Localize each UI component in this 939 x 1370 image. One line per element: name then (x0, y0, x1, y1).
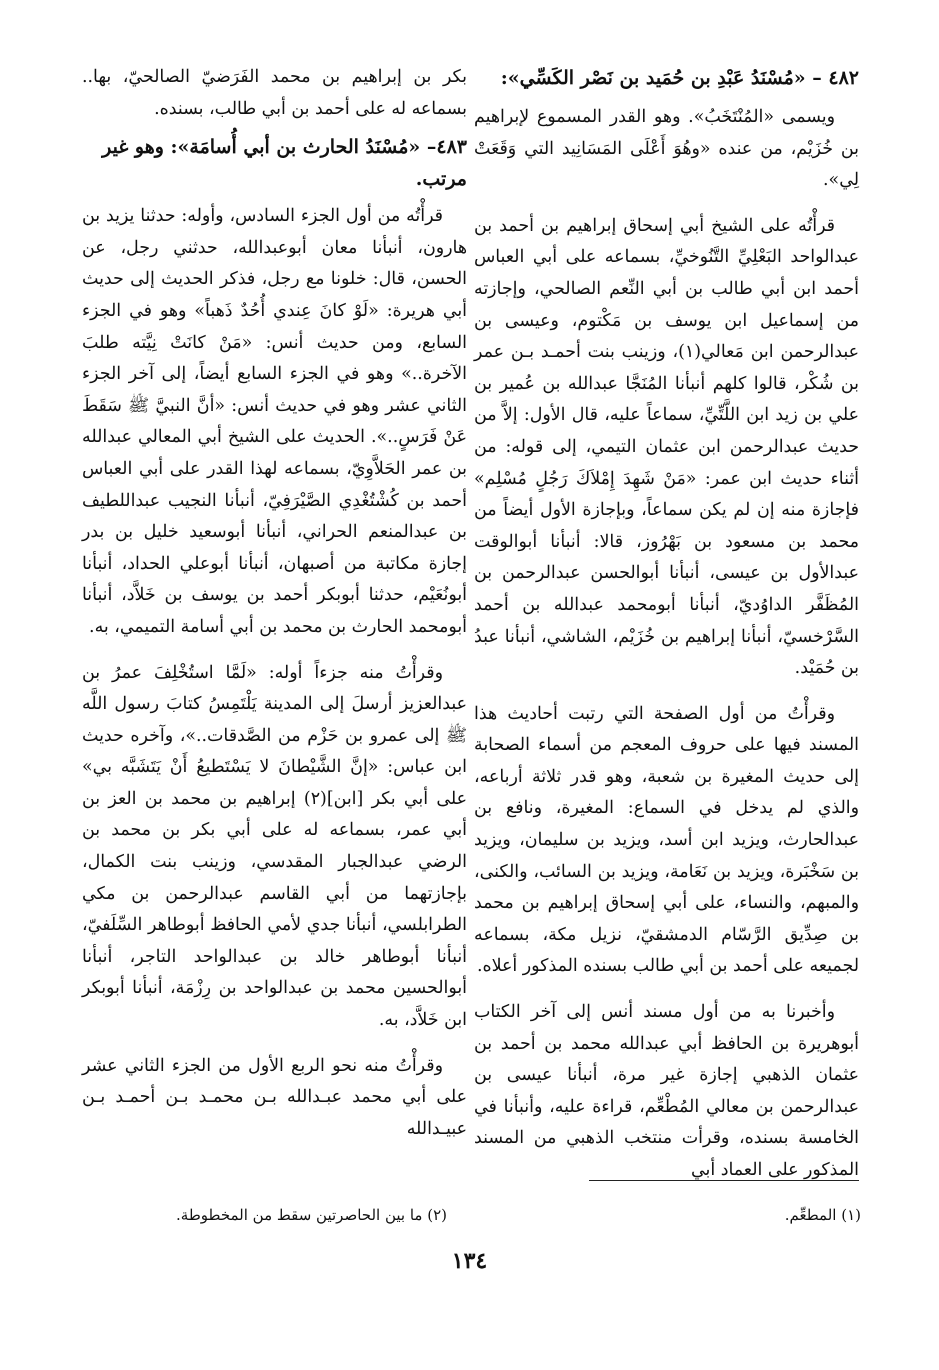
footnote-1: (١) المطعِّم. (784, 1206, 861, 1224)
right-column (474, 62, 859, 1187)
page-number: ١٣٤ (451, 1248, 488, 1274)
paragraph: قرأْتُه من أول الجزء السادس، وأوله: حدثنا يزيد بن هارون، أنبأنا معان أبوعبدالله، حدثني رجل، عن الحسن، قال: خلونا مع رجل، فذكر الحديث إلى حديث أبي هريرة: «لَوْ كانَ عِندي أُحُدٌ ذَهباً» وهو في الجزء السابع، ومن حديث أنس: «مَنْ كانَتْ نِيَّته طلبَ الآخرة..» وهو في الجزء السابع أيضاً، إلى آخر الجزء الثاني عشر وهو في حديث أنس: «أنَّ النبيَّ ﷺ سَقَطَ عَنْ فَرَسٍ..». الحديث على الشيخ أبي المعالي عبدالله بن عمر الحَلاَّوِيّ، بسماعه لهذا القدر على أبي العباس أحمد بن كُشْتُغْدِي الصَّيْرَفِيّ، أنبأنا النجيب عبداللطيف بن عبدالمنعم الحراني، أنبأنا أبوسعيد خليل بن بدر إجازة مكاتبة من أصبهان، أنبأنا أبوعلي الحداد، أنبأنا أبونُعَيْم، حدثنا أبوبكر أحمد بن يوسف بن خَلاَّد، أنبأنا أبومحمد الحارث بن محمد بن أبي أسامة التميمي، به. (82, 206, 467, 637)
paragraph: ويسمى «المُنْتَخَبُ». وهو القدر المسموع لإبراهيم بن خُزَيْم، من عنده «وهُوَ أَعْلَى المَسَانِيد التي وَقَعَتْ لِي». (474, 107, 859, 191)
paragraph: وأخبرنا به من أول مسند أنس إلى آخر الكتاب أبوهريرة بن الحافظ أبي عبدالله محمد بن أحمد بن عثمان الذهبي إجازة غير مرة، أنبأنا عيسى بن عبدالرحمن بن معالي المُطْعِّم، قراءة عليه، وأنبأنا في الخامسة بسنده، وقرأت منتخب الذهبي من المسند المذكور على العماد أبي (474, 1002, 859, 1180)
footnote-divider (589, 1180, 859, 1181)
left-column (82, 62, 467, 1145)
paragraph: قرأْتُه على الشيخ أبي إسحاق إبراهيم بن أحمد بن عبدالواحد البَعْلِيِّ التَّنُوخيِّ، بسماعه على أبي العباس أحمد ابن أبي طالب بن أبي النِّعم الصالحي، وإجازته من إسماعيل ابن يوسف بن مَكْتوم، وعيسى بن عبدالرحمن ابن مَعالي(١)، وزينب بنت أحمـد بـن عمر بن شُكْر، قالوا كلهم أنبأنا المُنَجَّا عبدالله بن عُمير بن علي بن زيد ابن اللَّتِّيِّ، سماعاً عليه، قال الأول: إلاَّ من حديث عبدالرحمن ابن عثمان التيمي، إلى قوله: من أثناء حديث ابن عمر: «مَنْ شَهِدَ إِمْلاَكَ رَجُلٍ مُسْلِم» فإجازة منه إن لم يكن سماعاً، وبإجازة الأول أيضاً من محمد بن مسعود بن بَهْرُوز، قالا: أنبأنا أبوالوقت عبدالأول بن عيسى، أنبأنا أبوالحسن عبدالرحمن بن المُظَفَّر الداوُديّ، أنبأنا أبومحمد عبدالله بن أحمد السَّرْخسيّ، أنبأنا إبراهيم بن خُزَيْم، الشاشي، أنبأنا عبدُ بن حُمَيْد. (474, 215, 859, 679)
entry-heading-482: ٤٨٢ – «مُسْنَدُ عَبْدِ بن حُمَيد بن نَصْر الكَسِّي»: (500, 67, 859, 89)
paragraph: وقرأْتُ من أول الصفحة التي رتبت أحاديث هذا المسند فيها على حروف المعجم من أسماء الصحابة إلى حديث المغيرة بن شعبة، وهو قدر ثلاثة أرباعه، والذي لم يدخل في السماع: المغيرة، ونافع بن عبدالحارث، ويزيد ابن أسد، ويزيد بن سليمان، ويزيد بن سَخْبَرة، ويزيد بن نَعَامة، ويزيد بن السائب، والكنى، والمبهم، والنساء، على أبي إسحاق إبراهيم بن محمد بن صِدِّيق الرَّسّام الدمشقيّ، نزيل مكة، بسماعه لجميعه على أحمد بن أبي طالب بسنده المذكور أعلاه. (474, 703, 859, 977)
paragraph: وقرأْتُ منه جزءاً أوله: «لَمَّا استُخْلِفَ عمرُ بن عبدالعزيز أرسلَ إلى المدينة يَلْتَمِسُ كتابَ رسول اللَّه ﷺ إلى عمرو بن حَزْم من الصَّدقات..»، وآخره حديث ابن عباس: «إنَّ الشَّيْطانَ لا يَسْتَطيعُ أَنْ يَتَشَبَّه بي» على أبي بكر [ابن](٢) إبراهيم بن محمد بن العز بن أبي عمر، بسماعه له على أبي بكر بن محمد بن الرضي عبدالجبار المقدسي، وزينب بنت الكمال، بإجازتهما من أبي القاسم عبدالرحمن بن مكي الطرابلسي، أنبأنا جدي لأمي الحافظ أبوطاهر السِّلَفيّ، أنبأنا أبوطاهر خالد بن عبدالواحد التاجر، أنبأنا أبوالحسين محمد بن عبدالواحد بن رِزْمَة، أنبأنا أبوبكر ابن خَلاَّد، به. (82, 662, 467, 1031)
paragraph: وقرأْتُ منه نحو الربع الأول من الجزء الثاني عشر على أبي محمد عبـدالله بـن محمـد بـن أحمـد بـن عبيـدالله (82, 1055, 467, 1139)
entry-heading-483: ٤٨٣– «مُسْنَدُ الحارث بن أبي أُسامَة»: وهو غير مرتب. (102, 136, 467, 191)
continued-paragraph: بكر بن إبراهيم بن محمد الفَرَضيّ الصالحيّ، بها.. بسماعه له على أحمد بن أبي طالب، بسنده. (82, 67, 467, 119)
footnote-2: (٢) ما بين الحاصرتين سقط من المخطوطة. (176, 1206, 447, 1224)
